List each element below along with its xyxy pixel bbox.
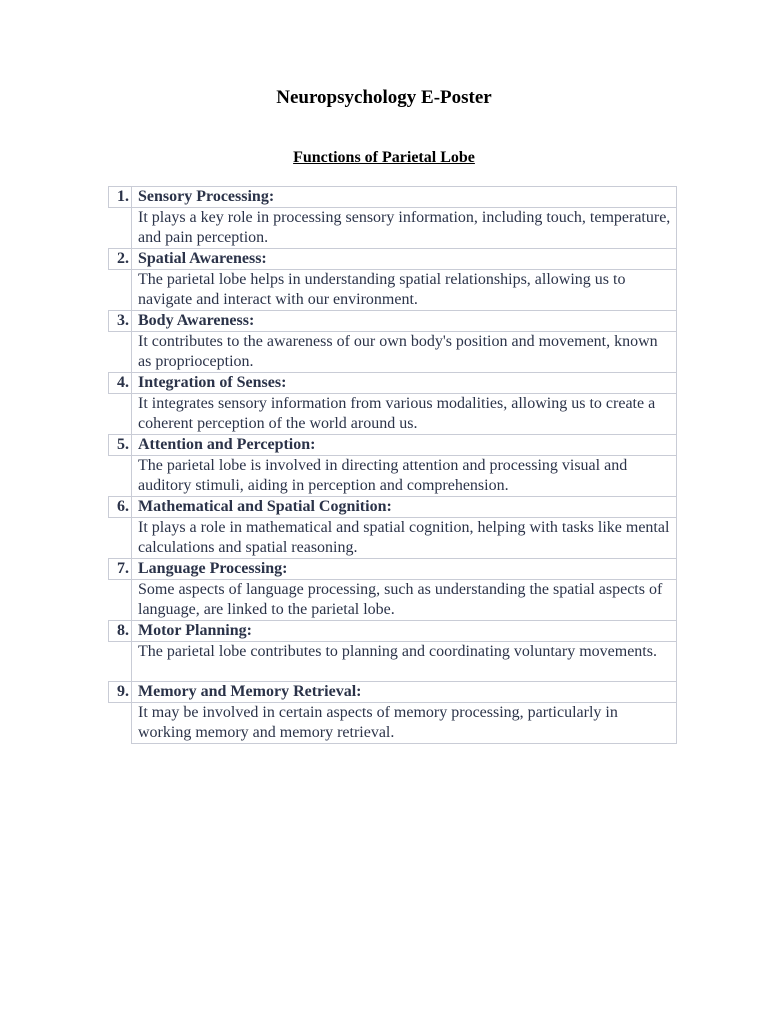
function-description-row bbox=[109, 703, 677, 744]
function-heading: Motor Planning: bbox=[132, 621, 677, 642]
function-number: 8. bbox=[109, 621, 132, 642]
page-title: Neuropsychology E-Poster bbox=[276, 87, 492, 108]
function-heading-row bbox=[109, 559, 677, 580]
function-number: 1. bbox=[109, 187, 132, 208]
function-number: 7. bbox=[109, 559, 132, 580]
empty-cell bbox=[109, 332, 132, 373]
function-heading-row bbox=[109, 435, 677, 456]
empty-cell bbox=[109, 642, 132, 682]
function-number: 5. bbox=[109, 435, 132, 456]
empty-cell bbox=[109, 208, 132, 249]
function-heading: Mathematical and Spatial Cognition: bbox=[132, 497, 677, 518]
function-description: It plays a key role in processing sensory information, including touch, temperature, and pain perception. bbox=[132, 208, 677, 249]
function-description-row bbox=[109, 580, 677, 621]
function-heading-row bbox=[109, 187, 677, 208]
function-heading: Memory and Memory Retrieval: bbox=[132, 682, 677, 703]
empty-cell bbox=[109, 394, 132, 435]
function-number: 4. bbox=[109, 373, 132, 394]
empty-cell bbox=[109, 580, 132, 621]
function-heading: Language Processing: bbox=[132, 559, 677, 580]
function-description: The parietal lobe helps in understanding spatial relationships, allowing us to navigate and interact with our environment. bbox=[132, 270, 677, 311]
function-heading: Sensory Processing: bbox=[132, 187, 677, 208]
function-description: Some aspects of language processing, such as understanding the spatial aspects of language, are linked to the parietal lobe. bbox=[132, 580, 677, 621]
function-description-row bbox=[109, 394, 677, 435]
function-description-row bbox=[109, 332, 677, 373]
function-number: 9. bbox=[109, 682, 132, 703]
function-description-row bbox=[109, 642, 677, 682]
function-number: 2. bbox=[109, 249, 132, 270]
function-number: 3. bbox=[109, 311, 132, 332]
function-description: It may be involved in certain aspects of memory processing, particularly in working memory and memory retrieval. bbox=[132, 703, 677, 744]
function-heading: Body Awareness: bbox=[132, 311, 677, 332]
empty-cell bbox=[109, 456, 132, 497]
function-heading-row bbox=[109, 682, 677, 703]
functions-table-body bbox=[109, 187, 677, 744]
function-description: It plays a role in mathematical and spatial cognition, helping with tasks like mental calculations and spatial reasoning. bbox=[132, 518, 677, 559]
function-description: It integrates sensory information from various modalities, allowing us to create a coherent perception of the world around us. bbox=[132, 394, 677, 435]
function-description-row bbox=[109, 270, 677, 311]
empty-cell bbox=[109, 703, 132, 744]
section-title: Functions of Parietal Lobe bbox=[293, 149, 475, 166]
function-heading-row bbox=[109, 373, 677, 394]
function-heading-row bbox=[109, 621, 677, 642]
function-heading: Attention and Perception: bbox=[132, 435, 677, 456]
function-number: 6. bbox=[109, 497, 132, 518]
function-heading: Integration of Senses: bbox=[132, 373, 677, 394]
function-description-row bbox=[109, 208, 677, 249]
empty-cell bbox=[109, 270, 132, 311]
function-heading-row bbox=[109, 311, 677, 332]
function-description-row bbox=[109, 518, 677, 559]
function-description: The parietal lobe contributes to planning and coordinating voluntary movements. bbox=[132, 642, 677, 682]
function-heading-row bbox=[109, 249, 677, 270]
function-description: It contributes to the awareness of our own body's position and movement, known as proprioception. bbox=[132, 332, 677, 373]
functions-table bbox=[108, 186, 677, 744]
function-heading-row bbox=[109, 497, 677, 518]
function-heading: Spatial Awareness: bbox=[132, 249, 677, 270]
function-description-row bbox=[109, 456, 677, 497]
empty-cell bbox=[109, 518, 132, 559]
function-description: The parietal lobe is involved in directing attention and processing visual and auditory stimuli, aiding in perception and comprehension. bbox=[132, 456, 677, 497]
